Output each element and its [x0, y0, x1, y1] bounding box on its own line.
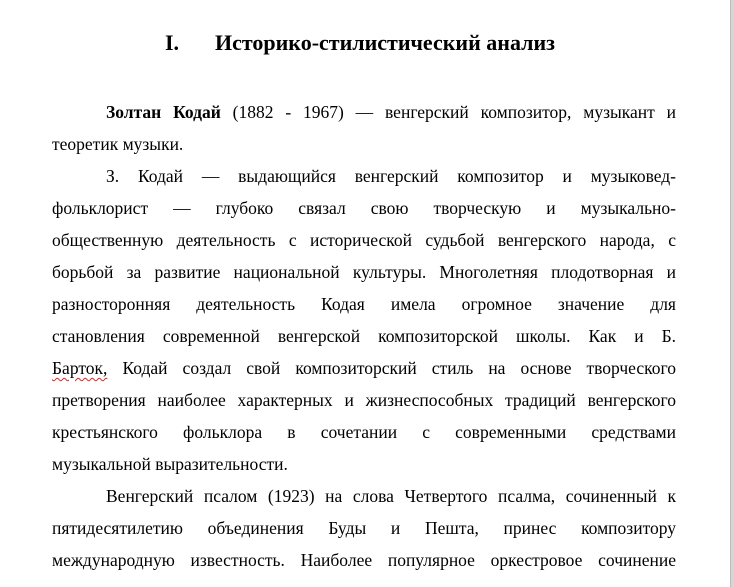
text-line — [52, 96, 676, 128]
misspelled-word[interactable]: Барток, — [52, 358, 108, 378]
text-line: международную известность. Наиболее популярное оркестровое сочинение — [52, 550, 676, 570]
text-line: претворения наиболее характерных и жизнеспособных традиций венгерского — [52, 390, 676, 410]
text-line: крестьянского фольклора в сочетании с современными средствами — [52, 422, 676, 442]
text-line: разносторонняя деятельность Кодая имела огромное значение для — [52, 294, 676, 314]
heading-number: I. — [165, 30, 180, 55]
text-line: становления современной венгерской композиторской школы. Как и Б. — [52, 326, 676, 346]
text-line: борьбой за развитие национальной культуры. Многолетняя плодотворная и — [52, 262, 676, 282]
heading-text: Историко-стилистический анализ — [215, 30, 555, 55]
text-line: Венгерский псалом (1923) на слова Четвертого псалма, сочиненный к — [106, 486, 676, 506]
text-line: пятидесятилетию объединения Буды и Пешта, принес композитору — [52, 518, 676, 538]
text-line: музыкальной выразительности. — [52, 454, 288, 474]
text-span: (1882 - 1967) — венгерский композитор, музыкант и — [220, 102, 676, 122]
page-edge — [730, 0, 734, 587]
text-line: общественную деятельность с исторической судьбой венгерского народа, с — [52, 230, 676, 250]
text-line — [52, 352, 676, 384]
text-line: З. Кодай — выдающийся венгерский композитор и музыковед- — [106, 166, 676, 186]
text-span: Кодай создал свой композиторский стиль на основе творческого — [122, 358, 676, 378]
text-line: теоретик музыки. — [52, 134, 184, 154]
document-body[interactable] — [52, 96, 676, 576]
bold-name: Золтан Кодай — [106, 102, 221, 122]
text-line: фольклорист — глубоко связал свою творческую и музыкально- — [52, 198, 676, 218]
